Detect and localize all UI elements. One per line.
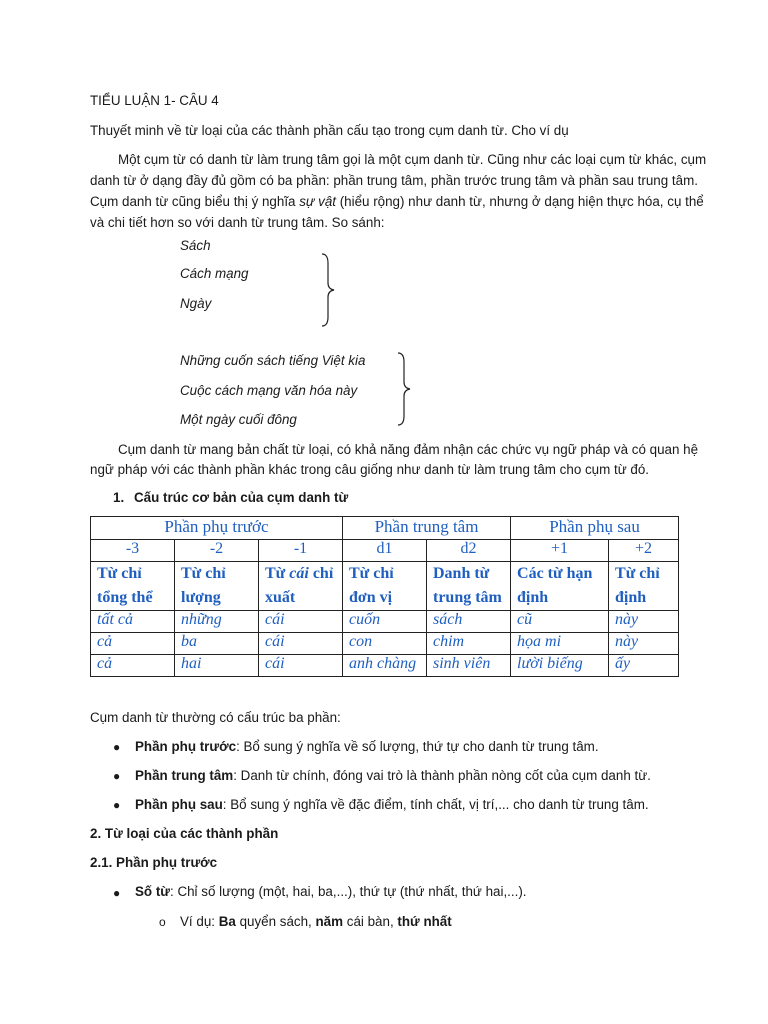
compare-item: Sách [180, 238, 211, 253]
table-position-cell: +1 [511, 540, 609, 562]
right-brace-icon [318, 253, 338, 327]
example-prefix: Ví dụ: [180, 914, 219, 929]
section1-heading: Cấu trúc cơ bản của cụm danh từ [134, 490, 349, 505]
example-bold: năm [315, 914, 344, 929]
para2-line1: Cụm danh từ mang bản chất từ loại, có khả năng đảm nhận các chức vụ ngữ pháp và có quan hệ [118, 442, 699, 457]
cell-line-italic: cái [289, 565, 309, 582]
table-cell: cái [259, 633, 343, 655]
table-cell: này [609, 611, 679, 633]
sub-bullet-marker: o [159, 915, 166, 929]
compare-item: Ngày [180, 296, 212, 311]
table-position-cell: -1 [259, 540, 343, 562]
table-position-cell: -2 [175, 540, 259, 562]
table-position-row [91, 540, 679, 562]
table-cell: cái [259, 655, 343, 677]
question-text: Thuyết minh về từ loại của các thành phần cấu tạo trong cụm danh từ. Cho ví dụ [90, 123, 569, 138]
example-bold: thứ nhất [397, 914, 452, 929]
bullet-icon: ● [113, 798, 121, 812]
table-cell: họa mi [511, 633, 609, 655]
compare-item: Cách mạng [180, 266, 249, 281]
table-position-cell: +2 [609, 540, 679, 562]
para1-line2: danh từ ở dạng đầy đủ gồm có ba phần: phần trung tâm, phần trước trung tâm và phần sau trung tâm. [90, 173, 698, 188]
table-type-cell [427, 562, 511, 611]
para1-line4: và chi tiết hơn so với danh từ trung tâm. So sánh: [90, 215, 385, 230]
table-type-row [91, 562, 679, 611]
section1-number: 1. [113, 490, 125, 505]
table-type-cell [343, 562, 427, 611]
bullet-icon: ● [113, 769, 121, 783]
para1-line1: Một cụm từ có danh từ làm trung tâm gọi là một cụm danh từ. Cũng như các loại cụm từ khác, cụm [118, 152, 707, 167]
example-text: quyển sách, [235, 914, 316, 929]
right-brace-icon [394, 352, 414, 426]
cell-line: Từ chỉ [615, 565, 660, 582]
table-cell: cái [259, 611, 343, 633]
bullet-term: Số từ [135, 884, 170, 899]
table-row [91, 633, 679, 655]
doc-title: TIỂU LUẬN 1- CÂU 4 [90, 93, 219, 108]
cell-line: Từ [265, 565, 290, 582]
cell-line: Các từ hạn [517, 565, 593, 582]
bullet-term: Phần trung tâm [135, 768, 234, 783]
table-cell: lười biếng [511, 655, 609, 677]
bullet-text: : Chỉ số lượng (một, hai, ba,...), thứ tự (thứ nhất, thứ hai,...). [170, 884, 527, 899]
bullet-text: : Bổ sung ý nghĩa về đặc điểm, tính chất, vị trí,... cho danh từ trung tâm. [222, 797, 649, 812]
table-cell: anh chàng [343, 655, 427, 677]
table-cell: ấy [609, 655, 679, 677]
table-cell: con [343, 633, 427, 655]
noun-phrase-structure-table [90, 516, 679, 677]
example-bold: Ba [218, 914, 236, 929]
cell-line: trung tâm [433, 589, 502, 606]
cell-line: tổng thể [97, 589, 153, 606]
bullet-term: Phần phụ sau [135, 797, 223, 812]
list-item [135, 768, 651, 783]
table-cell: chim [427, 633, 511, 655]
table-type-cell [511, 562, 609, 611]
table-group-header: Phần trung tâm [343, 517, 511, 540]
table-group-header-row [91, 517, 679, 540]
example-text: cái bàn, [343, 914, 398, 929]
bullet-term: Phần phụ trước [135, 739, 237, 754]
list-item [135, 884, 527, 899]
cell-line: chỉ [308, 565, 334, 582]
table-cell: này [609, 633, 679, 655]
table-type-cell [91, 562, 175, 611]
cell-line: lượng [181, 589, 221, 606]
cell-line: Từ chỉ [349, 565, 394, 582]
table-cell: cuốn [343, 611, 427, 633]
cell-line: định [517, 589, 549, 606]
bullet-icon: ● [113, 886, 121, 900]
para1-line3-start: Cụm danh từ cũng biểu thị ý nghĩa [90, 194, 300, 209]
table-position-cell: -3 [91, 540, 175, 562]
table-type-cell [259, 562, 343, 611]
compare-item: Những cuốn sách tiếng Việt kia [180, 353, 366, 368]
table-cell: cũ [511, 611, 609, 633]
cell-line: đơn vị [349, 589, 393, 606]
cell-line: Danh từ [433, 565, 490, 582]
para1-line3-end: (hiểu rộng) như danh từ, nhưng ở dạng hiện thực hóa, cụ thể [335, 194, 704, 209]
table-type-cell [609, 562, 679, 611]
table-type-cell [175, 562, 259, 611]
list-item [135, 739, 599, 754]
cell-line: Từ chỉ [181, 565, 226, 582]
bullet-icon: ● [113, 740, 121, 754]
cell-line: Từ chỉ [97, 565, 142, 582]
table-row [91, 611, 679, 633]
table-position-cell: d1 [343, 540, 427, 562]
section2-heading: 2. Từ loại của các thành phần [90, 826, 279, 841]
table-cell: những [175, 611, 259, 633]
table-cell: cả [91, 633, 175, 655]
table-cell: sách [427, 611, 511, 633]
bullet-text: : Bổ sung ý nghĩa về số lượng, thứ tự cho danh từ trung tâm. [236, 739, 599, 754]
section21-heading: 2.1. Phần phụ trước [90, 855, 218, 870]
bullet-text: : Danh từ chính, đóng vai trò là thành phần nòng cốt của cụm danh từ. [233, 768, 651, 783]
cell-line: định [615, 589, 647, 606]
list-item [135, 797, 649, 812]
table-group-header: Phần phụ sau [511, 517, 679, 540]
table-cell: tất cả [91, 611, 175, 633]
para1-line3 [90, 194, 704, 209]
table-position-cell: d2 [427, 540, 511, 562]
table-row [91, 655, 679, 677]
para1-line3-italic: sự vật [299, 194, 336, 209]
compare-item: Một ngày cuối đông [180, 412, 297, 427]
cell-line: xuất [265, 589, 296, 606]
compare-item: Cuộc cách mạng văn hóa này [180, 383, 358, 398]
example-line [180, 914, 452, 929]
table-cell: sinh viên [427, 655, 511, 677]
table-cell: ba [175, 633, 259, 655]
table-cell: hai [175, 655, 259, 677]
structure-intro: Cụm danh từ thường có cấu trúc ba phần: [90, 710, 341, 725]
table-cell: cả [91, 655, 175, 677]
table-group-header: Phần phụ trước [91, 517, 343, 540]
para2-line2: ngữ pháp với các thành phần khác trong câu giống như danh từ làm trung tâm cho cụm từ đó. [90, 462, 650, 477]
